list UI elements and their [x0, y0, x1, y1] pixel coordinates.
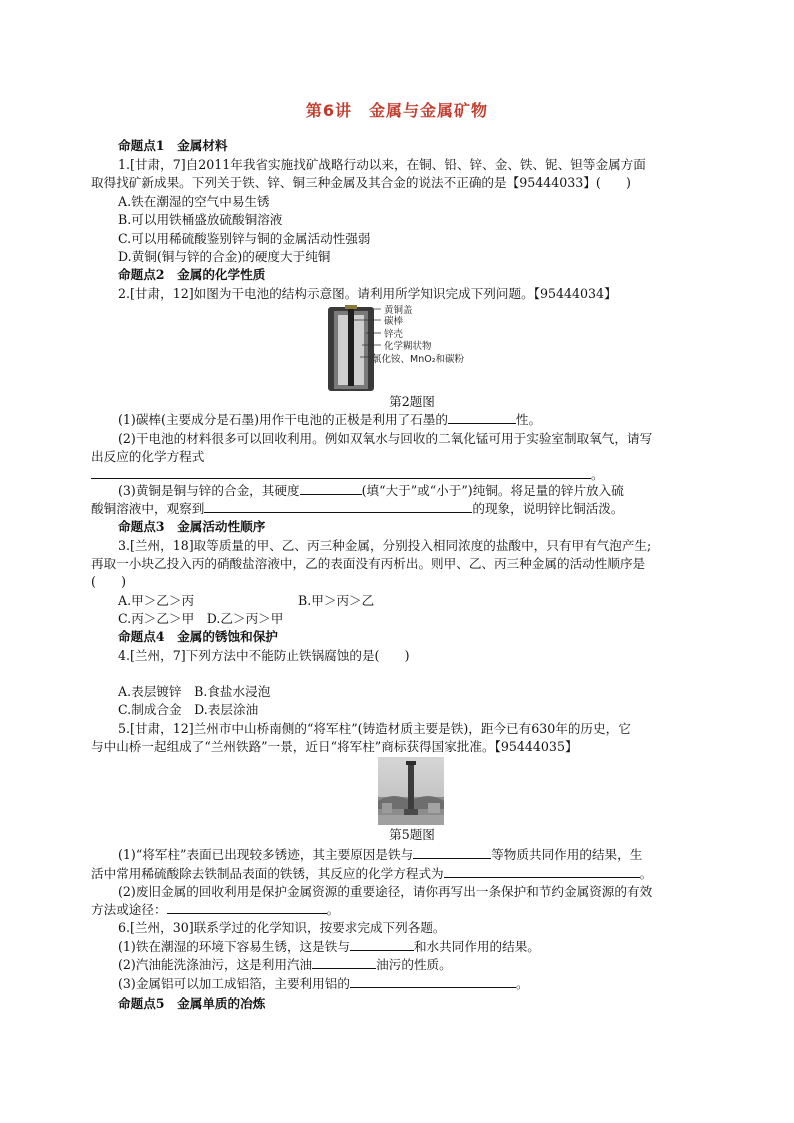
- q6-stem: 6.[兰州，30]联系学过的化学知识，按要求完成下列各题。: [118, 920, 446, 935]
- section-heading-2: 命题点2 金属的化学性质: [118, 267, 266, 282]
- q2-part2-line1: (2)干电池的材料很多可以回收利用。例如双氧水与回收的二氧化锰可用于实验室制取氧气，请写: [118, 431, 653, 446]
- q2-part1: (1)碳棒(主要成分是石墨)用作干电池的正极是利用了石墨的 性。: [118, 412, 542, 427]
- q5-part1-line2: 活中常用稀硫酸除去铁制品表面的铁锈，其反应的化学方程式为 。: [91, 866, 653, 881]
- label-brass-cap: 黄铜盖: [384, 305, 413, 316]
- q1-option-b: B.可以用铁桶盛放硫酸铜溶液: [118, 212, 283, 227]
- q2-part3-line2: 酸铜溶液中，观察到 的现象，说明锌比铜活泼。: [91, 501, 624, 516]
- label-paste: 化学糊状物: [384, 341, 432, 352]
- label-ammonium-chloride: 氯化铵、MnO₂和碳粉: [372, 354, 465, 365]
- q4-option-ab: A.表层镀锌 B.食盐水浸泡: [118, 684, 271, 699]
- label-carbon-rod: 碳棒: [384, 316, 404, 327]
- battery-structure-figure: [326, 305, 496, 393]
- q3-stem-line3: ( ): [91, 574, 127, 589]
- section-heading-3: 命题点3 金属活动性顺序: [118, 519, 266, 534]
- general-pillar-photo: [378, 757, 444, 825]
- q4-option-cd: C.制成合金 D.表层涂油: [118, 702, 259, 717]
- q1-option-d: D.黄铜(铜与锌的合金)的硬度大于纯铜: [118, 249, 331, 264]
- q3-option-cd: C.丙＞乙＞甲 D.乙＞丙＞甲: [118, 611, 284, 626]
- q2-part2-line3: 。: [91, 466, 604, 484]
- section-heading-4: 命题点4 金属的锈蚀和保护: [118, 629, 278, 644]
- q5-stem-line1: 5.[甘肃，12]兰州市中山桥南侧的“将军柱”(铸造材质主要是铁)，距今已有630年的历史，它: [118, 721, 631, 736]
- figure-2-caption: 第2题图: [389, 394, 435, 409]
- q5-part2-line1: (2)废旧金属的回收利用是保护金属资源的重要途径，请你再写出一条保护和节约金属资源的有效: [118, 884, 653, 899]
- q5-part2-line2: 方法或途径： 。: [91, 902, 340, 917]
- q6-part3: (3)金属铝可以加工成铝箔，主要利用铝的 。: [118, 976, 529, 991]
- q4-stem: 4.[兰州，7]下列方法中不能防止铁锅腐蚀的是( ): [118, 648, 410, 663]
- q5-stem-line2: 与中山桥一起组成了“兰州铁路”一景，近日“将军柱”商标获得国家批准。【95444035】: [91, 739, 578, 754]
- q1-option-a: A.铁在潮湿的空气中易生锈: [118, 194, 270, 209]
- figure-5-caption: 第5题图: [389, 827, 435, 842]
- q3-option-b: B.甲＞丙＞乙: [298, 593, 375, 608]
- q3-stem-line2: 再取一小块乙投入丙的硝酸盐溶液中，乙的表面没有丙析出。则甲、乙、丙三种金属的活动性顺序是: [91, 556, 646, 571]
- q2-part3-line1: (3)黄铜是铜与锌的合金，其硬度 (填“大于”或“小于”)纯铜。将足量的锌片放入硫: [118, 483, 624, 498]
- q1-stem-line2: 取得找矿新成果。下列关于铁、锌、铜三种金属及其合金的说法不正确的是【95444033】( ): [91, 175, 631, 190]
- label-zinc-shell: 锌壳: [384, 329, 404, 340]
- q3-option-a: A.甲＞乙＞丙: [118, 593, 195, 608]
- q5-part1-line1: (1)“将军柱”表面已出现较多锈迹，其主要原因是铁与 等物质共同作用的结果，生: [118, 847, 643, 862]
- q3-stem-line1: 3.[兰州，18]取等质量的甲、乙、丙三种金属，分别投入相同浓度的盐酸中，只有甲有气泡产生;: [118, 538, 652, 553]
- q2-stem: 2.[甘肃，12]如图为干电池的结构示意图。请利用所学知识完成下列问题。【95444034】: [118, 286, 617, 301]
- section-heading-5: 命题点5 金属单质的冶炼: [118, 996, 266, 1011]
- section-heading-1: 命题点1 金属材料: [118, 138, 228, 153]
- q6-part1: (1)铁在潮湿的环境下容易生锈，这是铁与 和水共同作用的结果。: [118, 939, 540, 954]
- page-title: 第6讲 金属与金属矿物: [305, 101, 489, 120]
- q1-option-c: C.可以用稀硫酸鉴别锌与铜的金属活动性强弱: [118, 231, 371, 246]
- q6-part2: (2)汽油能洗涤油污，这是利用汽油 油污的性质。: [118, 957, 452, 972]
- q1-stem-line1: 1.[甘肃，7]自2011年我省实施找矿战略行动以来，在铜、铅、锌、金、铁、铌、钽等金属方面: [118, 157, 646, 172]
- q2-part2-line2: 出反应的化学方程式: [91, 449, 205, 464]
